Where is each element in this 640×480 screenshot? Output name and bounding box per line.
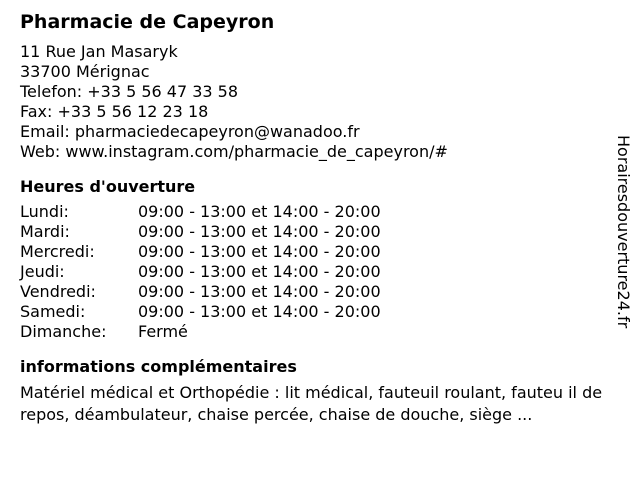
pharmacy-name: Pharmacie de Capeyron [20, 11, 275, 33]
fax-line: Fax: +33 5 56 12 23 18 [20, 102, 209, 121]
hours-day: Mardi: [20, 222, 70, 241]
site-watermark: Horairesdouverture24.fr [614, 135, 633, 329]
hours-row [20, 322, 381, 342]
pharmacy-details [20, 10, 603, 426]
hours-row [20, 282, 381, 302]
hours-time: Fermé [138, 322, 188, 341]
hours-row [20, 202, 381, 222]
hours-day: Vendredi: [20, 282, 96, 301]
hours-time: 09:00 - 13:00 et 14:00 - 20:00 [138, 302, 381, 321]
hours-heading: Heures d'ouverture [20, 177, 196, 196]
hours-row [20, 302, 381, 322]
hours-day: Dimanche: [20, 322, 107, 341]
address-city: 33700 Mérignac [20, 62, 150, 81]
hours-day: Mercredi: [20, 242, 95, 261]
hours-row [20, 222, 381, 242]
hours-day: Lundi: [20, 202, 69, 221]
info-heading: informations complémentaires [20, 357, 297, 376]
hours-time: 09:00 - 13:00 et 14:00 - 20:00 [138, 222, 381, 241]
address-street: 11 Rue Jan Masaryk [20, 42, 178, 61]
hours-row [20, 242, 381, 262]
hours-day: Jeudi: [20, 262, 65, 281]
opening-hours-table [20, 202, 381, 342]
phone-line: Telefon: +33 5 56 47 33 58 [20, 82, 239, 101]
hours-time: 09:00 - 13:00 et 14:00 - 20:00 [138, 262, 381, 281]
email-line: Email: pharmaciedecapeyron@wanadoo.fr [20, 122, 360, 141]
hours-time: 09:00 - 13:00 et 14:00 - 20:00 [138, 242, 381, 261]
hours-time: 09:00 - 13:00 et 14:00 - 20:00 [138, 202, 381, 221]
hours-row [20, 262, 381, 282]
web-line: Web: www.instagram.com/pharmacie_de_capeyron/# [20, 142, 448, 161]
info-text: Matériel médical et Orthopédie : lit médical, fauteuil roulant, fauteu il de repos, déambulateur, chaise percée, chaise de douche, siège ... [20, 383, 603, 424]
hours-time: 09:00 - 13:00 et 14:00 - 20:00 [138, 282, 381, 301]
hours-day: Samedi: [20, 302, 86, 321]
